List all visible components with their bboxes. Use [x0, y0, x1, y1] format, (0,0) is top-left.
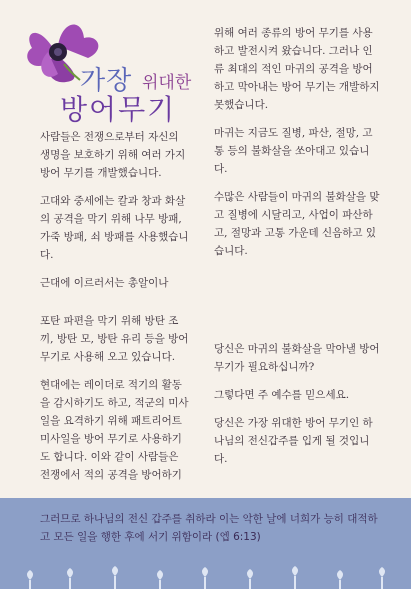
- right-paragraph-3: 수많은 사람들이 마귀의 불화살을 맞고 질병에 시달리고, 사업이 파산하고, 절망과 고통 가운데 신음하고 있습니다.: [214, 191, 380, 257]
- left-paragraph-3: 근대에 이르러서는 총알이나: [40, 277, 169, 289]
- right-column: [214, 24, 380, 270]
- left-paragraph-1: 사람들은 전쟁으로부터 자신의 생명을 보호하기 위해 여러 가지 방어 무기를 개발했습니다.: [40, 131, 186, 179]
- right-paragraph-6: 당신은 가장 위대한 방어 무기인 하나님의 전신갑주를 입게 될 것입니다.: [214, 417, 373, 465]
- left-paragraph-2: 고대와 중세에는 칼과 창과 화살의 공격을 막기 위해 나무 방패, 가죽 방패, 쇠 방패를 사용했습니다.: [40, 195, 189, 261]
- left-paragraph-4: 포탄 파편을 막기 위해 방탄 조끼, 방탄 모, 방탄 유리 등을 방어 무기로 사용해 오고 있습니다.: [40, 315, 189, 363]
- bible-verse: 그러므로 하나님의 전신 갑주를 취하라 이는 악한 날에 너희가 능히 대적하고 모든 일을 행한 후에 서기 위함이라 (엡 6:13): [40, 513, 378, 543]
- left-column: [40, 128, 190, 302]
- right-paragraph-2: 마귀는 지금도 질병, 파산, 절망, 고통 등의 불화살을 쏘아대고 있습니다.: [214, 127, 373, 175]
- title-line1-sub: 위대한: [142, 73, 192, 93]
- title-line1: 가장: [80, 66, 133, 96]
- right-column-lower: [214, 340, 380, 478]
- sprouts-decoration-icon: [0, 550, 411, 589]
- right-paragraph-4: 당신은 마귀의 불화살을 막아낼 방어 무기가 필요하십니까?: [214, 343, 380, 373]
- right-paragraph-1: 위해 여러 종류의 방어 무기를 사용하고 발전시켜 왔습니다. 그러나 인류 최대의 적인 마귀의 공격을 방어하고 막아내는 방어 무기는 개발하지 못했습니다.: [214, 27, 380, 111]
- title-line2: 방어무기: [60, 93, 177, 126]
- left-paragraph-5: 현대에는 레이더로 적기의 활동을 감시하기도 하고, 적군의 미사일을 요격하기 위해 패트리어트 미사일을 방어 무기로 사용하기도 합니다. 이와 같이 사람들은 전쟁에서 적의 공격을 방어하기: [40, 379, 189, 481]
- right-paragraph-5: 그렇다면 주 예수를 믿으세요.: [214, 389, 350, 401]
- left-column-lower: [40, 312, 190, 494]
